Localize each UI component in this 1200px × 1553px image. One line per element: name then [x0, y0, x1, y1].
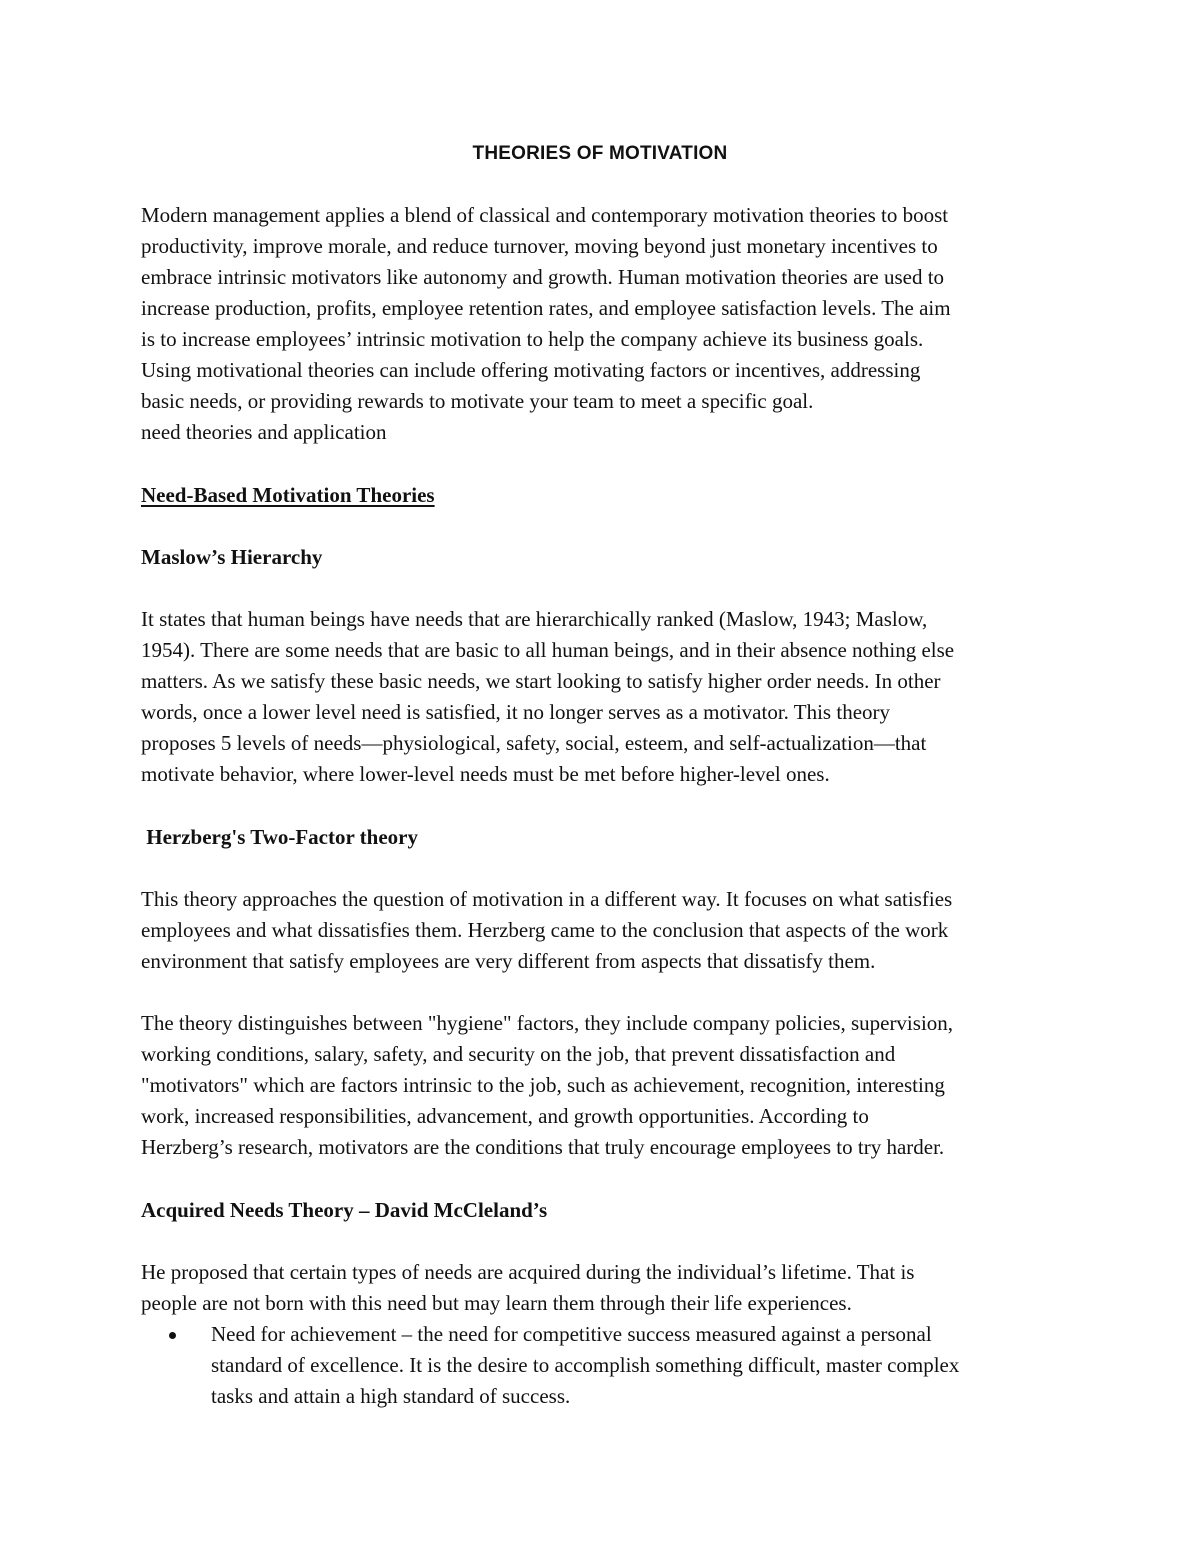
maslow-paragraph	[141, 604, 1071, 790]
text-line: embrace intrinsic motivators like autonomy and growth. Human motivation theories are used to	[141, 265, 945, 289]
text-line: "motivators" which are factors intrinsic to the job, such as achievement, recognition, interesting	[141, 1073, 945, 1097]
herzberg-paragraph-1	[141, 884, 1071, 977]
text-line: tasks and attain a high standard of success.	[211, 1384, 571, 1408]
text-line: He proposed that certain types of needs are acquired during the individual’s lifetime. That is	[141, 1260, 915, 1284]
text-line: words, once a lower level need is satisfied, it no longer serves as a motivator. This theory	[141, 700, 891, 724]
text-line: standard of excellence. It is the desire to accomplish something difficult, master complex	[211, 1353, 960, 1377]
text-line: need theories and application	[141, 420, 387, 444]
text-line: Need for achievement – the need for competitive success measured against a personal	[211, 1322, 932, 1346]
text-line: Modern management applies a blend of classical and contemporary motivation theories to boost	[141, 203, 949, 227]
mcclelland-heading	[141, 1195, 1071, 1226]
section-heading-text: Need-Based Motivation Theories	[141, 483, 435, 507]
text-line: people are not born with this need but may learn them through their life experiences.	[141, 1291, 852, 1315]
text-line: proposes 5 levels of needs—physiological, safety, social, esteem, and self-actualization—that	[141, 731, 927, 755]
needs-bullet-list	[141, 1319, 1081, 1412]
text-line: matters. As we satisfy these basic needs, we start looking to satisfy higher order needs. In other	[141, 669, 941, 693]
text-line: environment that satisfy employees are very different from aspects that dissatisfy them.	[141, 949, 876, 973]
bullet-icon	[169, 1332, 176, 1339]
text-line: working conditions, salary, safety, and security on the job, that prevent dissatisfaction and	[141, 1042, 896, 1066]
text-line: is to increase employees’ intrinsic motivation to help the company achieve its business goals.	[141, 327, 924, 351]
document-title: THEORIES OF MOTIVATION	[472, 143, 728, 164]
text-line: The theory distinguishes between "hygiene" factors, they include company policies, supervision,	[141, 1011, 954, 1035]
text-line: increase production, profits, employee retention rates, and employee satisfaction levels. The aim	[141, 296, 951, 320]
text-line: employees and what dissatisfies them. Herzberg came to the conclusion that aspects of the work	[141, 918, 949, 942]
text-line: It states that human beings have needs that are hierarchically ranked (Maslow, 1943; Maslow,	[141, 607, 928, 631]
section-heading	[141, 480, 1071, 511]
maslow-heading-text: Maslow’s Hierarchy	[141, 545, 323, 569]
text-line: This theory approaches the question of motivation in a different way. It focuses on what satisfies	[141, 887, 953, 911]
list-item	[141, 1319, 1081, 1412]
herzberg-heading	[141, 822, 1071, 853]
mcclelland-paragraph	[141, 1257, 1071, 1319]
text-line: motivate behavior, where lower-level needs must be met before higher-level ones.	[141, 762, 830, 786]
intro-paragraph	[141, 200, 1071, 448]
mcclelland-heading-text: Acquired Needs Theory – David McCleland’s	[141, 1198, 548, 1222]
herzberg-heading-text: Herzberg's Two-Factor theory	[141, 825, 418, 849]
text-line: Using motivational theories can include offering motivating factors or incentives, addressing	[141, 358, 921, 382]
text-line: work, increased responsibilities, advancement, and growth opportunities. According to	[141, 1104, 869, 1128]
text-line: productivity, improve morale, and reduce turnover, moving beyond just monetary incentives to	[141, 234, 938, 258]
text-line: 1954). There are some needs that are basic to all human beings, and in their absence nothing else	[141, 638, 955, 662]
text-line: Herzberg’s research, motivators are the conditions that truly encourage employees to try harder.	[141, 1135, 945, 1159]
maslow-heading	[141, 542, 1071, 573]
text-line: basic needs, or providing rewards to motivate your team to meet a specific goal.	[141, 389, 814, 413]
herzberg-paragraph-2	[141, 1008, 1071, 1163]
